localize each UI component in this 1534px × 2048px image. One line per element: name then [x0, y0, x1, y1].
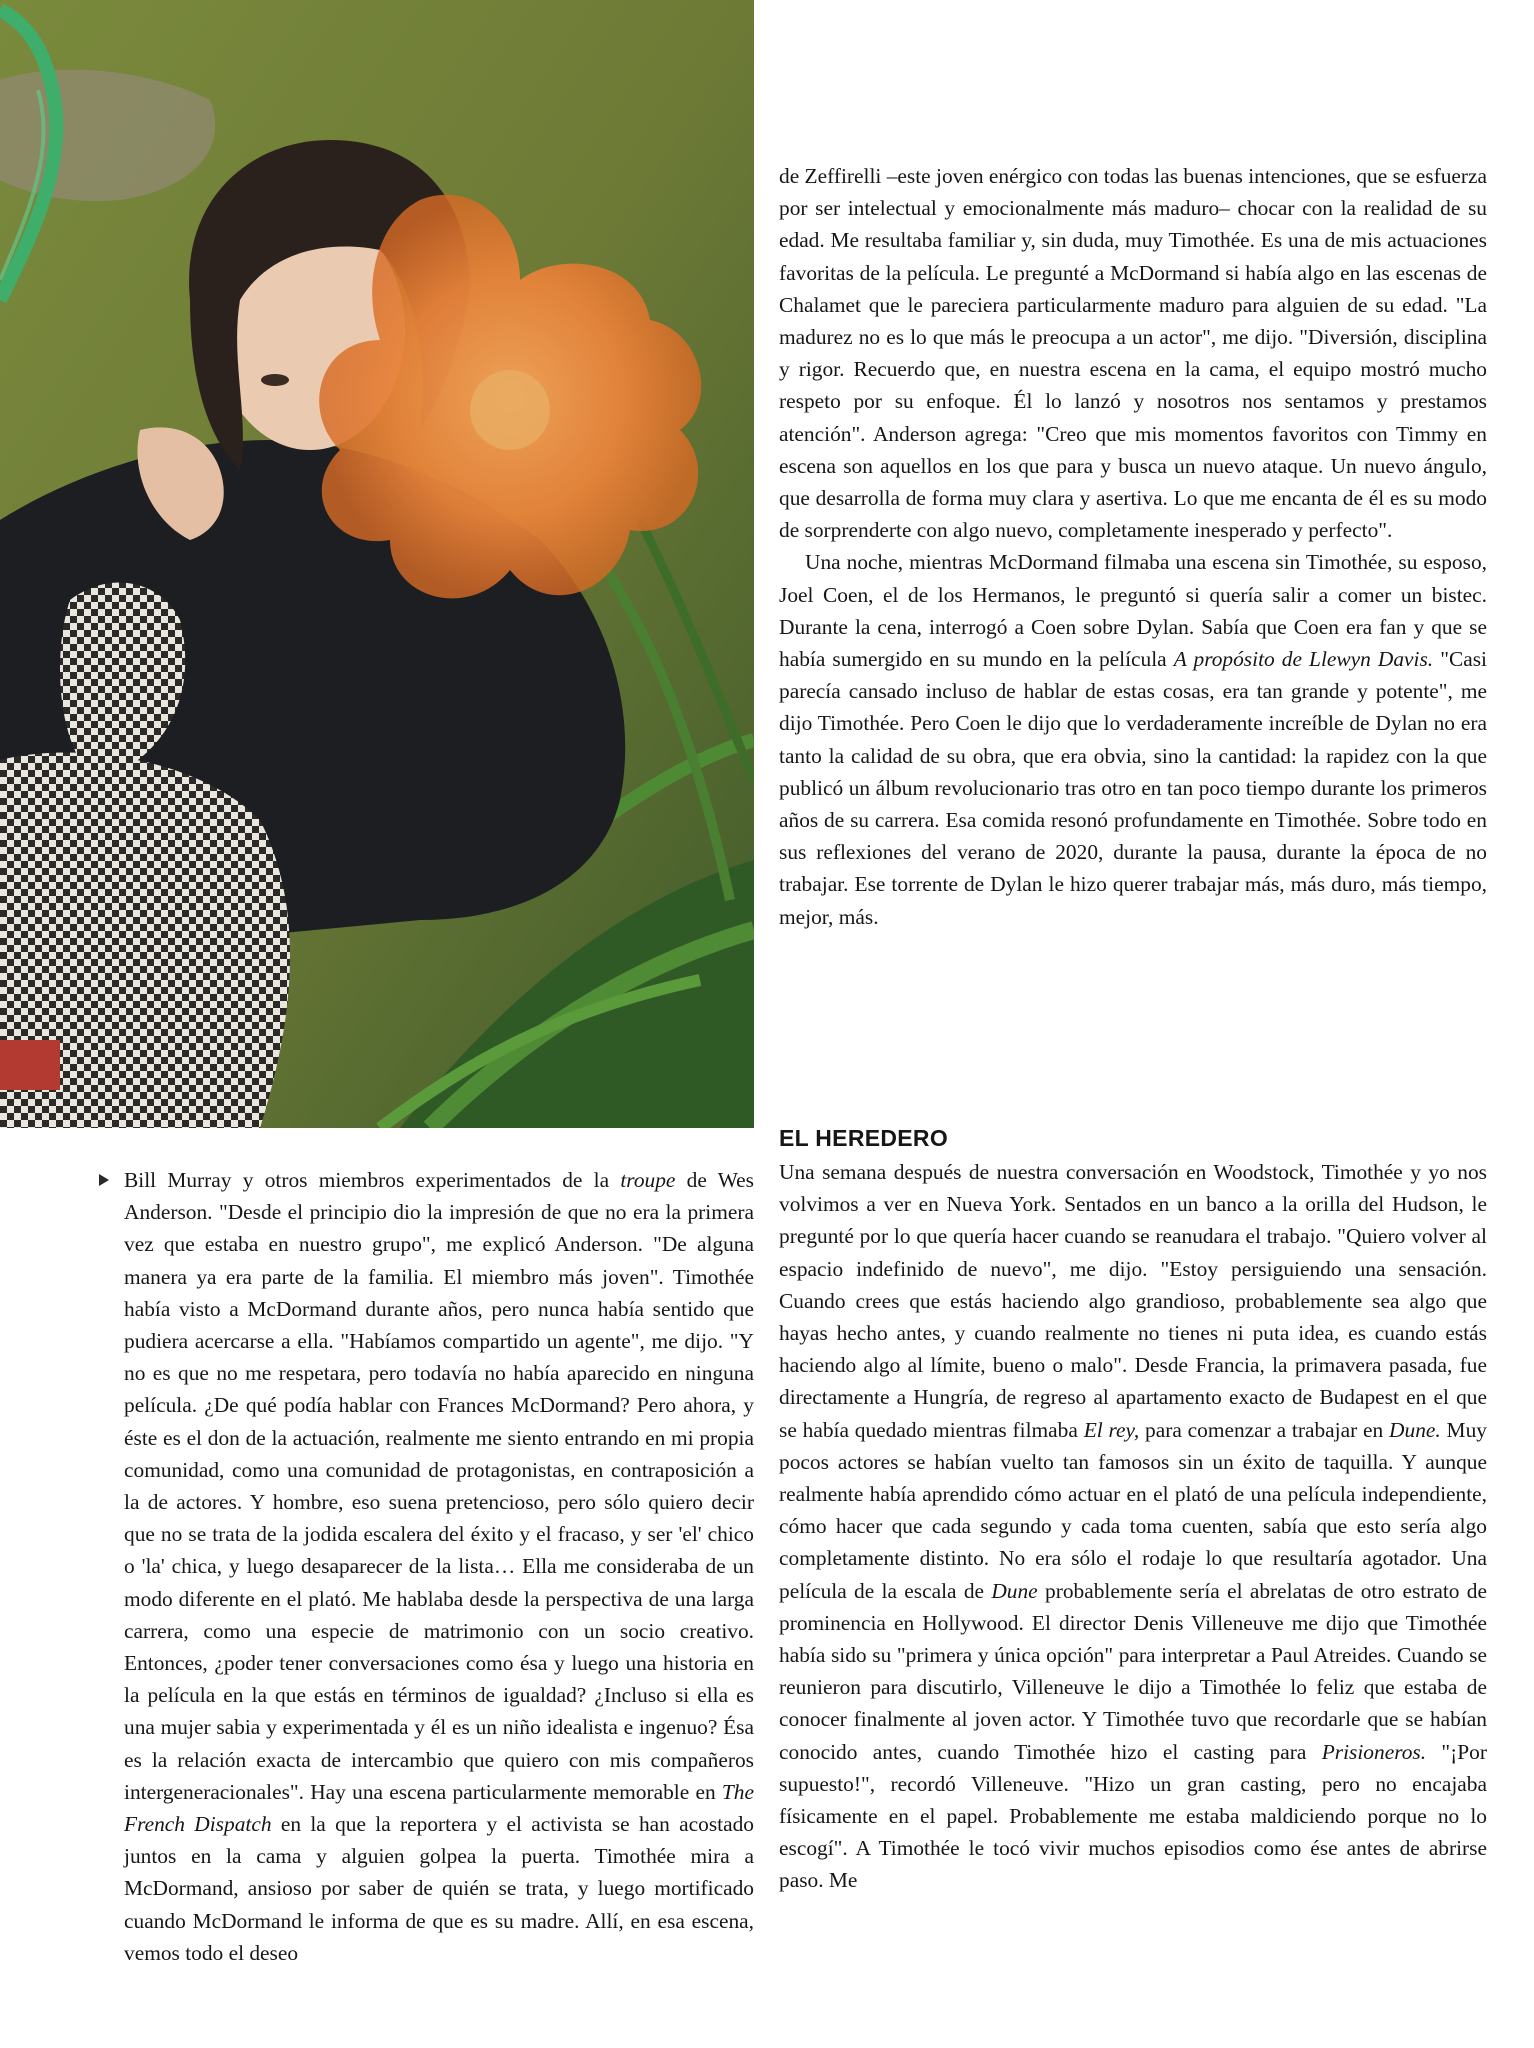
film-title: El rey, [1083, 1417, 1140, 1442]
continuation-arrow-icon [99, 1174, 109, 1186]
film-title: Prisioneros. [1321, 1739, 1427, 1764]
paragraph: Una semana después de nuestra conversación en Woodstock, Timothée y yo nos volvimos a ver en Nueva York. Sentados en un banco a la orilla del Hudson, le pregunté por lo que quería hacer cuando se reanudara el trabajo. "Quiero volver al espacio indefinido de nuevo", me dijo. "Estoy persiguiendo una sensación. Cuando crees que estás haciendo algo grandioso, probablemente sea algo que hayas hecho antes, y cuando realmente no tienes ni puta idea, es cuando estás haciendo algo al límite, bueno o malo". Desde Francia, la primavera pasada, fue directamente a Hungría, de regreso al apartamento exacto de Budapest en el que se había quedado mientras filmaba El rey, para comenzar a trabajar en Dune. Muy pocos actores se habían vuelto tan famosos sin un éxito de taquilla. Y aunque realmente había aprendido cómo actuar en el plató de una película independiente, cómo hacer que cada segundo y cada toma cuenten, sabía que esto sería algo completamente distinto. No era sólo el rodaje lo que resultaría agotador. Una película de la escala de Dune probablemente sería el abrelatas de otro estrato de prominencia en Hollywood. El director Denis Villeneuve me dijo que Timothée había sido su "primera y única opción" para interpretar a Paul Atreides. Cuando se reunieron para discutirlo, Villeneuve le dijo a Timothée lo feliz que estaba de conocer finalmente al joven actor. Y Timothée tuvo que recordarle que se habían conocido antes, cuando Timothée hizo el casting para Prisioneros. "¡Por supuesto!", recordó Villeneuve. "Hizo un gran casting, pero no encajaba físicamente en el papel. Probablemente me estaba maldiciendo porque no lo escogí". A Timothée le tocó vivir muchos episodios como ése antes de abrirse paso. Me [779, 1160, 1488, 1893]
article-column-left-bottom [124, 1164, 754, 1969]
paragraph: de Zeffirelli –este joven enérgico con todas las buenas intenciones, que se esfuerza por ser intelectual y emocionalmente más maduro– chocar con la realidad de su edad. Me resultaba familiar y, sin duda, muy Timothée. Es una de mis actuaciones favoritas de la película. Le pregunté a McDormand si había algo en las escenas de Chalamet que le pareciera particularmente maduro para alguien de su edad. "La madurez no es lo que más le preocupa a un actor", me dijo. "Diversión, disciplina y rigor. Recuerdo que, en nuestra escena en la cama, el equipo mostró mucho respeto por su enfoque. Él lo lanzó y nosotros nos sentamos y prestamos atención". Anderson agrega: "Creo que mis momentos favoritos con Timmy en escena son aquellos en los que para y busca un nuevo ataque. Un nuevo ángulo, que desarrolla de forma muy clara y asertiva. Lo que me encanta de él es su modo de sorprenderte con algo nuevo, completamente inesperado y perfecto". [779, 164, 1487, 543]
film-title: The French Dispatch [124, 1779, 754, 1837]
article-column-right-top [779, 160, 1487, 933]
section-heading: EL HEREDERO [779, 1125, 949, 1151]
article-column-right-bottom [779, 1124, 1487, 1897]
paragraph: Bill Murray y otros miembros experimentados de la troupe de Wes Anderson. "Desde el principio dio la impresión de que no era la primera vez que estaba en nuestro grupo", me explicó Anderson. "De alguna manera ya era parte de la familia. El miembro más joven". Timothée había visto a McDormand durante años, pero nunca había sentido que pudiera acercarse a ella. "Habíamos compartido un agente", me dijo. "Y no es que no me respetara, pero todavía no había aparecido en ninguna película. ¿De qué podía hablar con Frances McDormand? Pero ahora, y éste es el don de la actuación, realmente me siento entrando en mi propia comunidad, como una comunidad de protagonistas, en contraposición a la de actores. Y hombre, eso suena pretencioso, pero sólo quiero decir que no se trata de la jodida escalera del éxito y el fracaso, y ser 'el' chico o 'la' chica, y luego desaparecer de la lista… Ella me consideraba de un modo diferente en el plató. Me hablaba desde la perspectiva de una larga carrera, como una especie de matrimonio con un socio creativo. Entonces, ¿poder tener conversaciones como ésa y luego una historia en la película en la que estás en términos de igualdad? ¿Incluso si ella es una mujer sabia y experimentada y él es un niño idealista e ingenuo? Ésa es la relación exacta de intercambio que quiero con mis compañeros intergeneracionales". Hay una escena particularmente memorable en The French Dispatch en la que la reportera y el activista se han acostado juntos en la cama y alguien golpea la puerta. Timothée mira a McDormand, ansioso por saber de quién se trata, y luego mortificado cuando McDormand le informa de que es su madre. Allí, en esa escena, vemos todo el deseo [124, 1168, 755, 1965]
italic-term: troupe [620, 1168, 676, 1192]
film-title: Dune. [1389, 1417, 1441, 1442]
photo-illustration [0, 0, 754, 1128]
film-title: A propósito de Llewyn Davis. [1173, 647, 1434, 672]
film-title: Dune [991, 1578, 1038, 1603]
paragraph: Una noche, mientras McDormand filmaba una escena sin Timothée, su esposo, Joel Coen, el de los Hermanos, le preguntó si quería salir a comer un bistec. Durante la cena, interrogó a Coen sobre Dylan. Sabía que Coen era fan y que se había sumergido en su mundo en la película A propósito de Llewyn Davis. "Casi parecía cansado incluso de hablar de estas cosas, era tan grande y potente", me dijo Timothée. Pero Coen le dijo que lo verdaderamente increíble de Dylan no era tanto la calidad de su obra, que era obvia, sino la cantidad: la rapidez con la que publicó un álbum revolucionario tras otro en tan poco tiempo durante los primeros años de su carrera. Esa comida resonó profundamente en Timothée. Sobre todo en sus reflexiones del verano de 2020, durante la pausa, durante la época de no trabajar. Ese torrente de Dylan le hizo querer trabajar más, más duro, más tiempo, mejor, más. [779, 550, 1487, 929]
portrait-photo [0, 0, 754, 1128]
